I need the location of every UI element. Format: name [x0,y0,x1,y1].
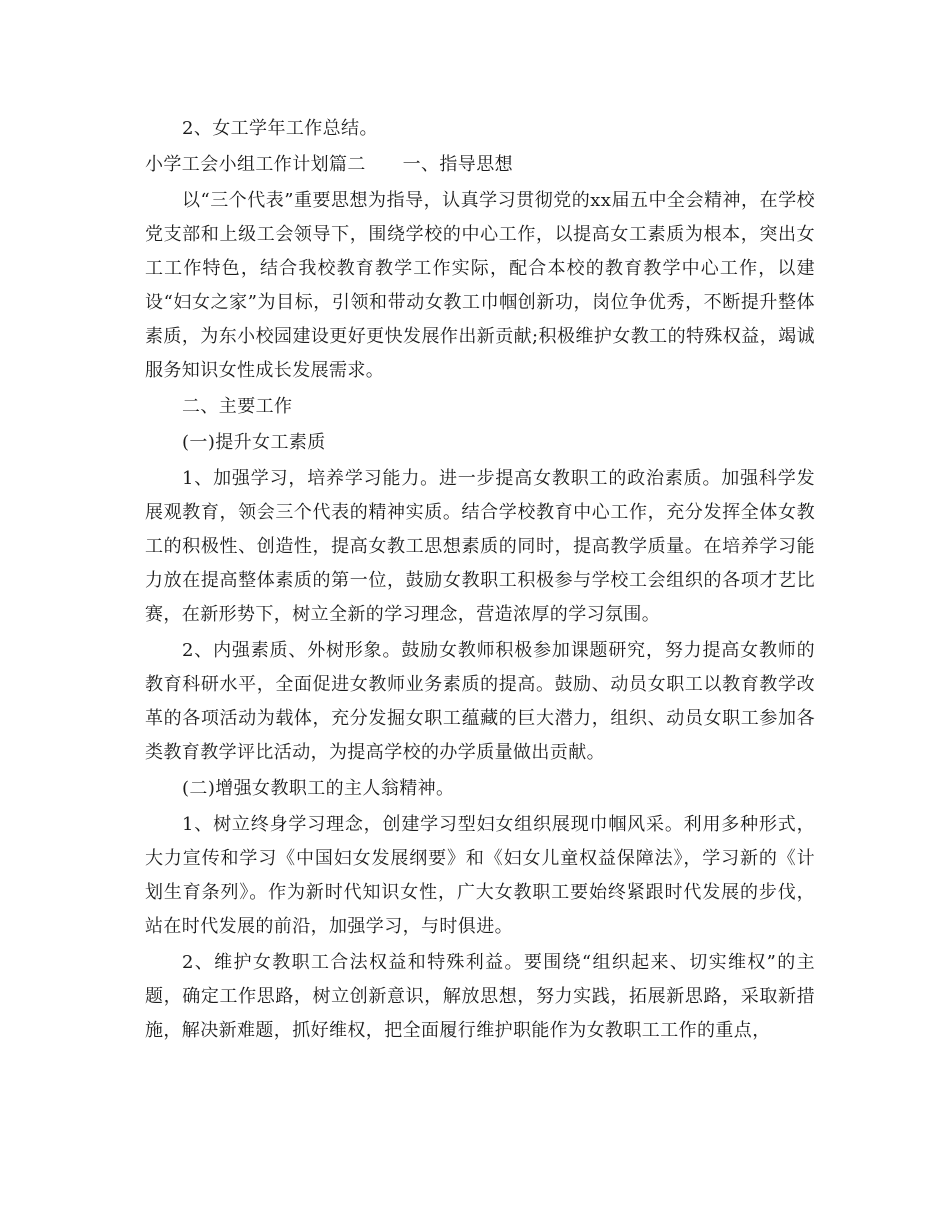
document-body [145,112,815,1050]
paragraph-strengthen-learning: 1、加强学习，培养学习能力。进一步提高女教职工的政治素质。加强科学发展观教育，领会三个代表的精神实质。结合学校教育中心工作，充分发挥全体女教工的积极性、创造性，提高女教工思想素质的同时，提高教学质量。在培养学习能力放在提高整体素质的第一位，鼓励女教职工积极参与学校工会组织的各项才艺比赛，在新形势下，树立全新的学习理念，营造浓厚的学习氛围。 [145,468,815,625]
section-heading: 小学工会小组工作计划篇二 一、指导思想 [145,154,513,175]
subheading-improve-quality: (一)提升女工素质 [182,432,326,453]
paragraph-lifelong-learning: 1、树立终身学习理念，创建学习型妇女组织展现巾帼风采。利用多种形式，大力宣传和学习《中国妇女发展纲要》和《妇女儿童权益保障法》，学习新的《计划生育条列》。作为新时代知识女性，广大女教职工要始终紧跟时代发展的步伐，站在时代发展的前沿，加强学习，与时俱进。 [145,814,815,937]
subheading-ownership-spirit: (二)增强女教职工的主人翁精神。 [182,778,455,799]
heading-main-work: 二、主要工作 [182,396,293,417]
paragraph-protect-rights: 2、维护女教职工合法权益和特殊利益。要围绕“组织起来、切实维权”的主题，确定工作思路，树立创新意识，解放思想，努力实践，拓展新思路，采取新措施，解决新难题，抓好维权，把全面履行维护职能作为女教职工工作的重点， [145,952,815,1041]
paragraph-guiding-ideology: 以“三个代表”重要思想为指导，认真学习贯彻党的xx届五中全会精神，在学校党支部和上级工会领导下，围绕学校的中心工作，以提高女工素质为根本，突出女工工作特色，结合我校教育教学工作实际，配合本校的教育教学中心工作，以建设“妇女之家”为目标，引领和带动女教工巾帼创新功，岗位争优秀，不断提升整体素质，为东小校园建设更好更快发展作出新贡献;积极维护女教工的特殊权益，竭诚服务知识女性成长发展需求。 [145,190,815,381]
paragraph-summary-item: 2、女工学年工作总结。 [182,118,378,139]
paragraph-inner-quality: 2、内强素质、外树形象。鼓励女教师积极参加课题研究，努力提高女教师的教育科研水平，全面促进女教师业务素质的提高。鼓励、动员女职工以教育教学改革的各项活动为载体，充分发掘女职工蕴藏的巨大潜力，组织、动员女职工参加各类教育教学评比活动，为提高学校的办学质量做出贡献。 [145,640,815,763]
